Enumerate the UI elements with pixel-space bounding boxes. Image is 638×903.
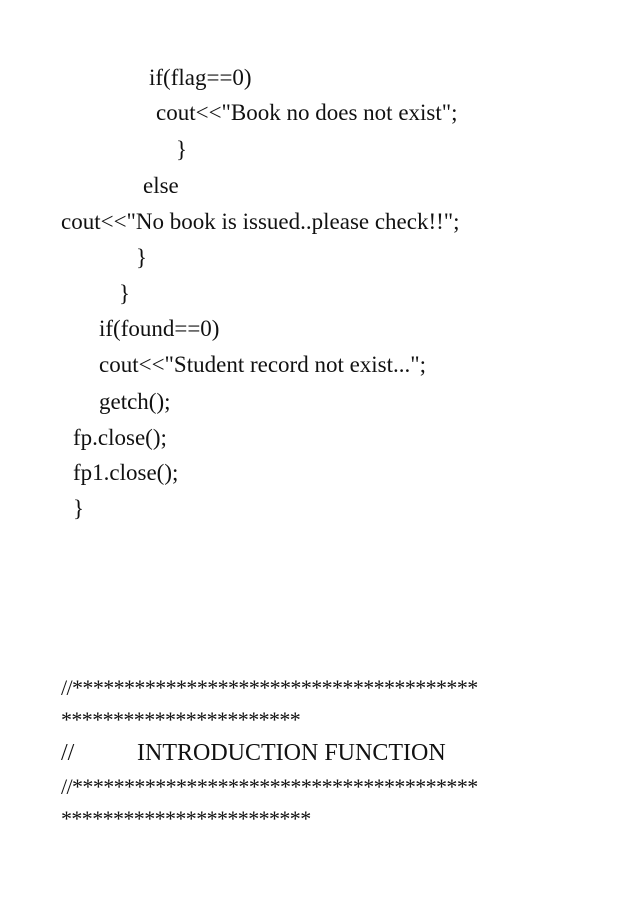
code-line: fp.close(); [73,425,167,450]
code-line: else [143,173,179,198]
code-line: } [119,281,131,306]
section-heading: INTRODUCTION FUNCTION [137,740,446,766]
comment-prefix: // [61,740,75,766]
comment-stars-line: //*************************************** [61,675,478,700]
code-line: } [73,496,85,521]
code-line: } [136,245,148,270]
code-line: if(flag==0) [149,65,252,90]
comment-stars-line: *********************** [61,707,301,732]
code-line: cout<<"Student record not exist..."; [99,352,427,377]
comment-stars-line: //*************************************** [61,774,478,799]
code-line: } [176,137,188,162]
code-line: cout<<"No book is issued..please check!!"; [61,209,460,234]
code-line: getch(); [99,389,171,414]
comment-stars-line: ************************ [61,806,311,831]
code-line: fp1.close(); [73,460,179,485]
code-line: cout<<"Book no does not exist"; [156,100,458,125]
code-line: if(found==0) [99,316,220,341]
